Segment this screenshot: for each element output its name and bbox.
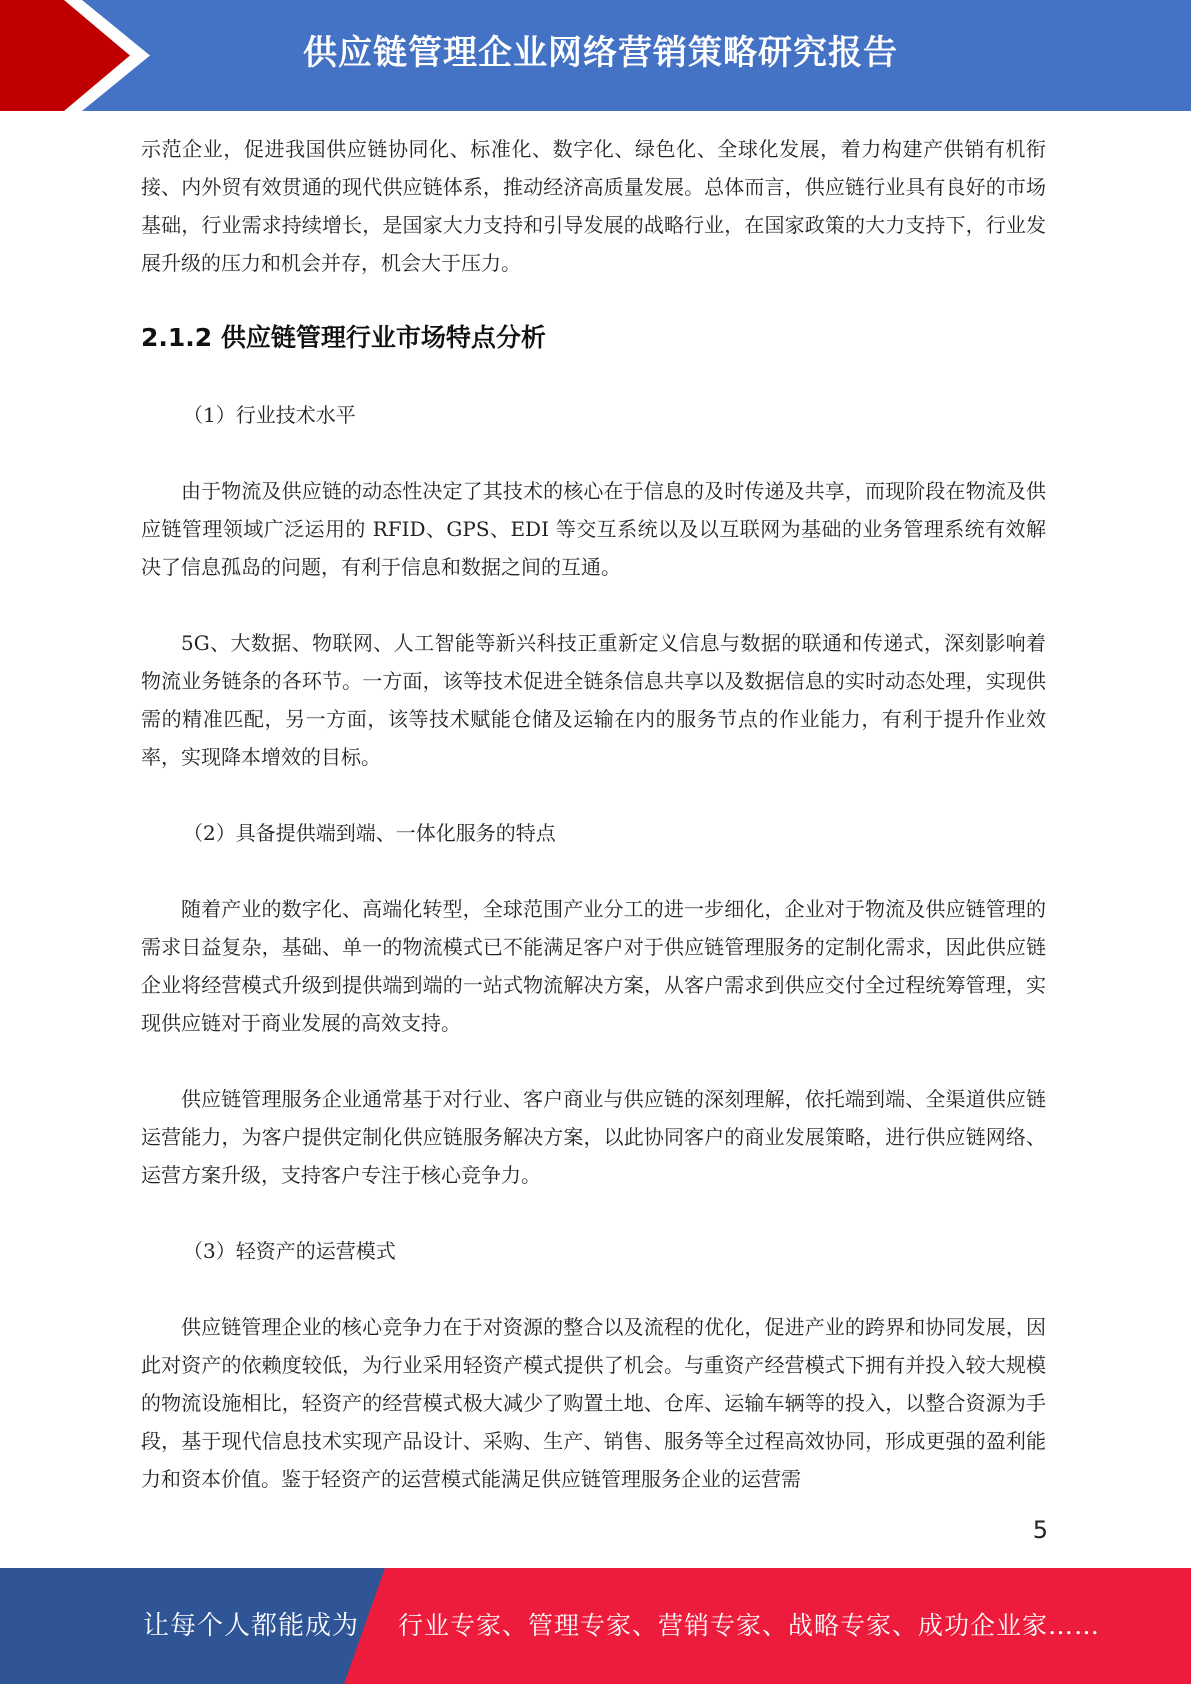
page-number: 5: [1032, 1516, 1048, 1544]
subsection-title-1: （1）行业技术水平: [183, 403, 356, 427]
subsection-title-3: （3）轻资产的运营模式: [183, 1239, 396, 1263]
footer-slogan-right: 行业专家、管理专家、营销专家、战略专家、成功企业家……: [398, 1611, 1101, 1640]
document-body: [141, 130, 1046, 1498]
page-header: [0, 0, 1191, 111]
paragraph-light-asset: 供应链管理企业的核心竞争力在于对资源的整合以及流程的优化，促进产业的跨界和协同发展，因此对资产的依赖度较低，为行业采用轻资产模式提供了机会。与重资产经营模式下拥有并投入较大规模的物流设施相比，轻资产的经营模式极大减少了购置土地、仓库、运输车辆等的投入，以整合资源为手段，基于现代信息技术实现产品设计、采购、生产、销售、服务等全过程高效协同，形成更强的盈利能力和资本价值。鉴于轻资产的运营模式能满足供应链管理服务企业的运营需: [141, 1315, 1046, 1491]
footer-slogan-left: 让每个人都能成为: [143, 1611, 360, 1641]
paragraph-e2e-1: 随着产业的数字化、高端化转型，全球范围产业分工的进一步细化，企业对于物流及供应链管理的需求日益复杂，基础、单一的物流模式已不能满足客户对于供应链管理服务的定制化需求，因此供应链企业将经营模式升级到提供端到端的一站式物流解决方案，从客户需求到供应交付全过程统筹管理，实现供应链对于商业发展的高效支持。: [141, 897, 1046, 1035]
paragraph-tech-2: 5G、大数据、物联网、人工智能等新兴科技正重新定义信息与数据的联通和传递式，深刻影响着物流业务链条的各环节。一方面，该等技术促进全链条信息共享以及数据信息的实时动态处理，实现供需的精准匹配，另一方面，该等技术赋能仓储及运输在内的服务节点的作业能力，有利于提升作业效率，实现降本增效的目标。: [141, 631, 1046, 769]
intro-paragraph: 示范企业，促进我国供应链协同化、标准化、数字化、绿色化、全球化发展，着力构建产供销有机衔接、内外贸有效贯通的现代供应链体系，推动经济高质量发展。总体而言，供应链行业具有良好的市场基础，行业需求持续增长，是国家大力支持和引导发展的战略行业，在国家政策的大力支持下，行业发展升级的压力和机会并存，机会大于压力。: [141, 137, 1046, 275]
paragraph-e2e-2: 供应链管理服务企业通常基于对行业、客户商业与供应链的深刻理解，依托端到端、全渠道供应链运营能力，为客户提供定制化供应链服务解决方案，以此协同客户的商业发展策略，进行供应链网络、运营方案升级，支持客户专注于核心竞争力。: [141, 1087, 1046, 1187]
paragraph-tech-1: 由于物流及供应链的动态性决定了其技术的核心在于信息的及时传递及共享，而现阶段在物流及供应链管理领域广泛运用的 RFID、GPS、EDI 等交互系统以及以互联网为基础的业务管理系统有效解决了信息孤岛的问题，有利于信息和数据之间的互通。: [141, 479, 1046, 579]
section-heading: 2.1.2 供应链管理行业市场特点分析: [141, 323, 546, 352]
page-footer: [0, 1568, 1191, 1684]
report-title: 供应链管理企业网络营销策略研究报告: [303, 33, 898, 73]
header-chevron-decoration: [0, 0, 160, 111]
subsection-title-2: （2）具备提供端到端、一体化服务的特点: [183, 821, 556, 845]
